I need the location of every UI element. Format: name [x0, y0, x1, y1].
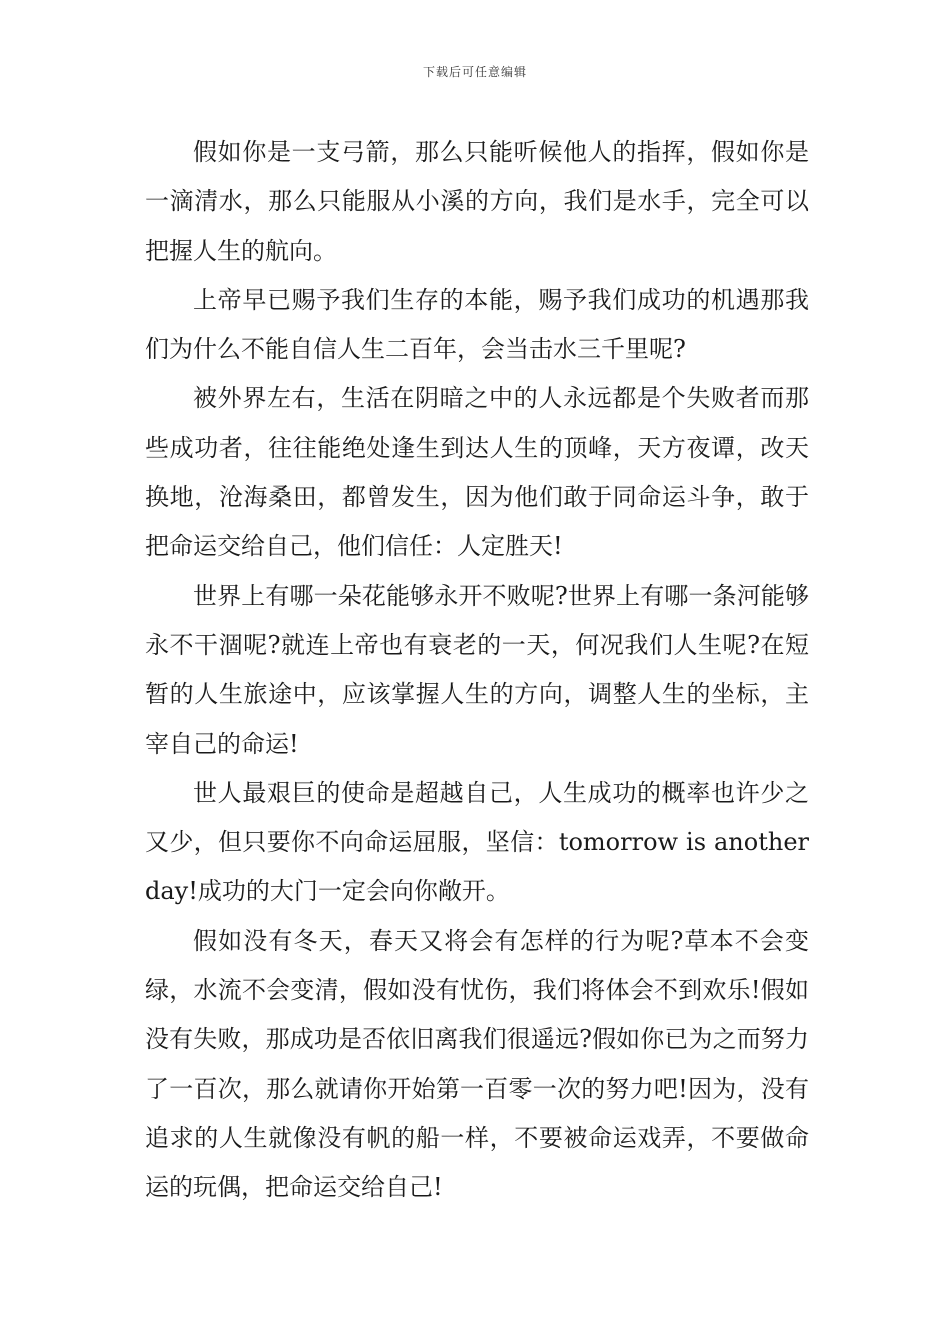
paragraph-1: 假如你是一支弓箭，那么只能听候他人的指挥，假如你是一滴清水，那么只能服从小溪的方向，我们是水手，完全可以把握人生的航向。: [145, 138, 809, 265]
paragraph-6: 假如没有冬天，春天又将会有怎样的行为呢?草本不会变绿，水流不会变清，假如没有忧伤，我们将体会不到欢乐!假如没有失败，那成功是否依旧离我们很遥远?假如你已为之而努力了一百次，那么就请你开始第一百零一次的努力吧!因为，没有追求的人生就像没有帆的船一样，不要被命运戏弄，不要做命运的玩偶，把命运交给自己!: [145, 926, 809, 1202]
paragraph-4: 世界上有哪一朵花能够永开不败呢?世界上有哪一条河能够永不干涸呢?就连上帝也有衰老的一天，何况我们人生呢?在短暂的人生旅途中，应该掌握人生的方向，调整人生的坐标，主宰自己的命运!: [145, 581, 809, 758]
document-body: [145, 128, 809, 1213]
paragraph-5: 世人最艰巨的使命是超越自己，人生成功的概率也许少之又少，但只要你不向命运屈服，坚信：tomorrow is another day!成功的大门一定会向你敞开。: [145, 778, 809, 906]
paragraph-3: 被外界左右，生活在阴暗之中的人永远都是个失败者而那些成功者，往往能绝处逢生到达人生的顶峰，天方夜谭，改天换地，沧海桑田，都曾发生，因为他们敢于同命运斗争，敢于把命运交给自己，他们信任：人定胜天!: [145, 384, 809, 561]
paragraph-2: 上帝早已赐予我们生存的本能，赐予我们成功的机遇那我们为什么不能自信人生二百年，会当击水三千里呢?: [145, 285, 809, 364]
page-header: 下载后可任意编辑: [422, 65, 527, 79]
